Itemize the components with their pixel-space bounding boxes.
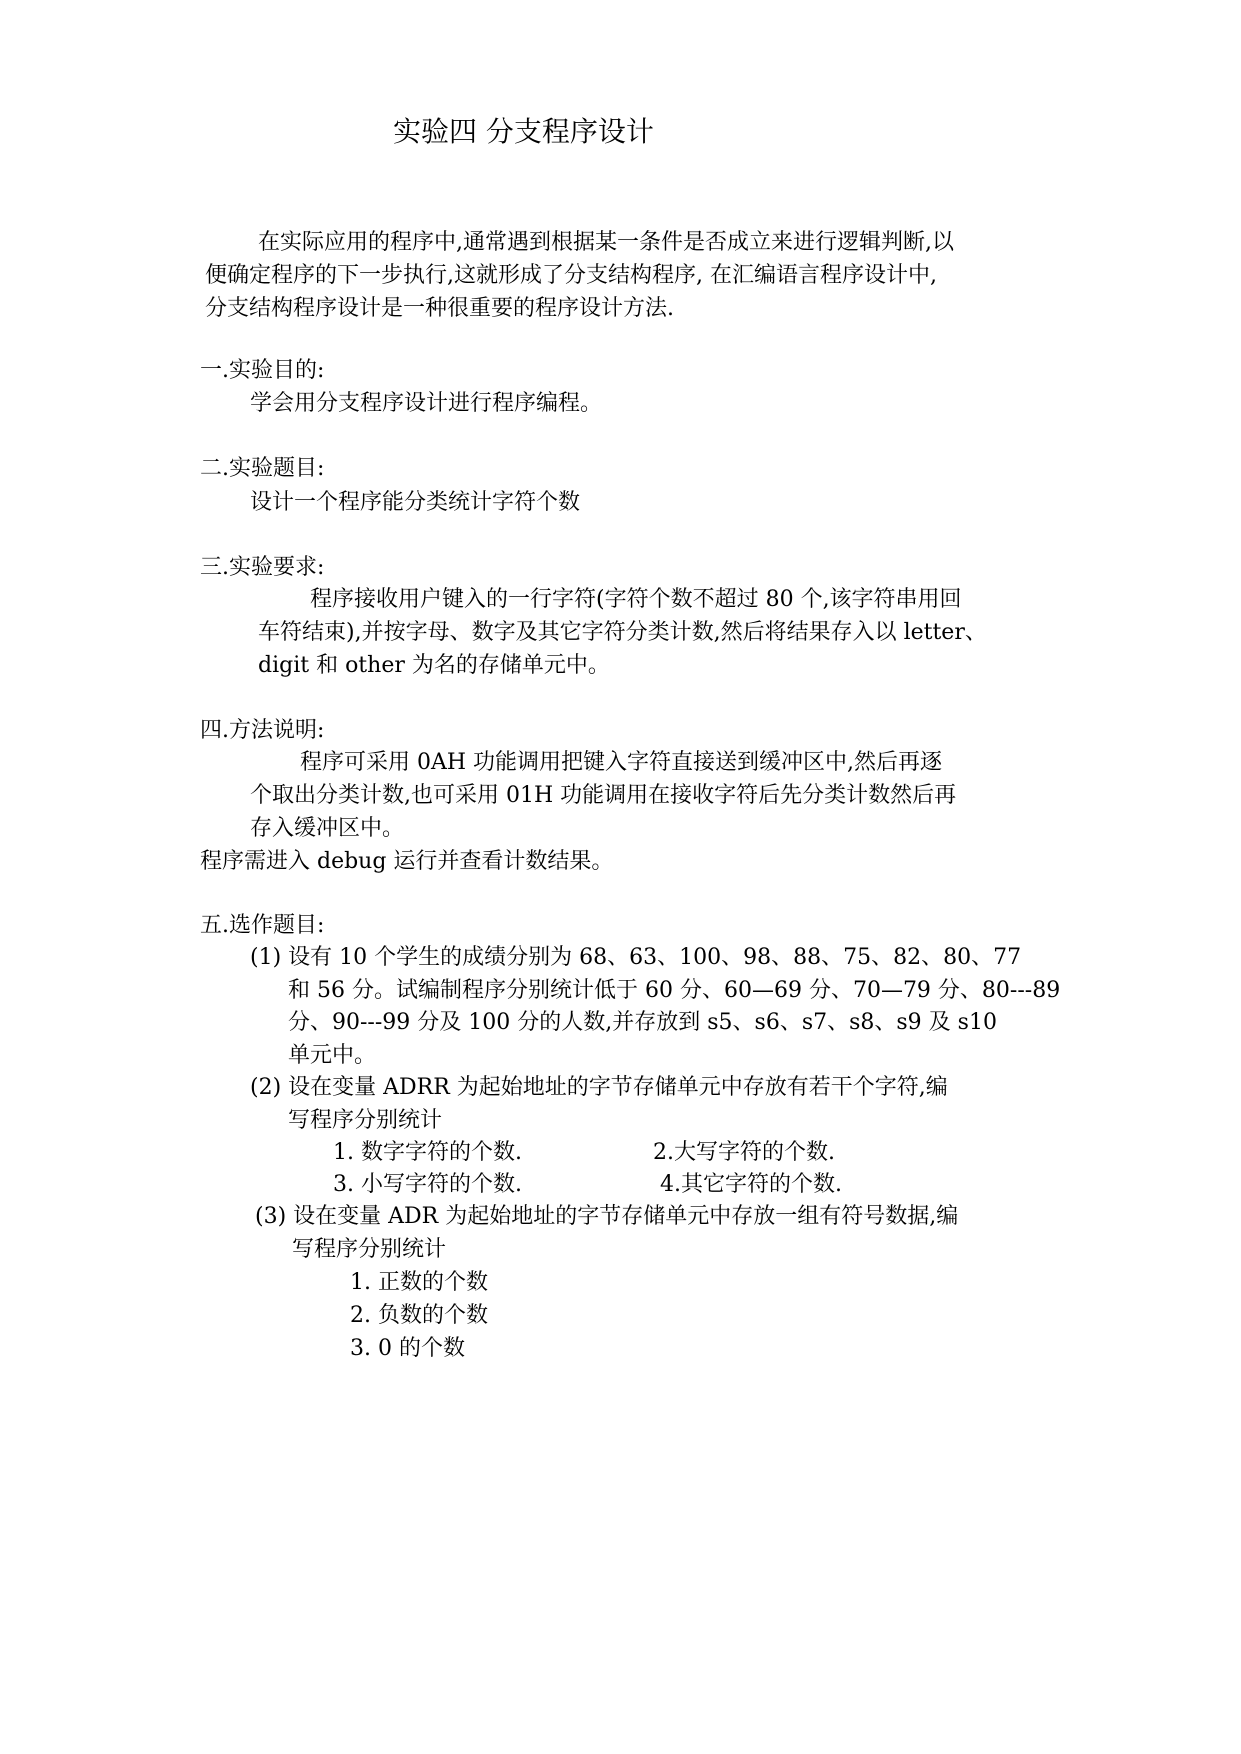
section-line: digit 和 other 为名的存储单元中。 <box>258 653 610 678</box>
question-line: 写程序分别统计 <box>288 1108 443 1133</box>
list-item: 2. 负数的个数 <box>350 1303 488 1328</box>
list-item: 3. 0 的个数 <box>350 1336 465 1361</box>
section-line: 车符结束),并按字母、数字及其它字符分类计数,然后将结果存入以 letter、 <box>258 620 987 645</box>
section-body: 设计一个程序能分类统计字符个数 <box>250 490 581 515</box>
question-line: (2) 设在变量 ADRR 为起始地址的字节存储单元中存放有若干个字符,编 <box>250 1075 948 1100</box>
question-line: (3) 设在变量 ADR 为起始地址的字节存储单元中存放一组有符号数据,编 <box>255 1204 959 1229</box>
question-line: 写程序分别统计 <box>292 1237 447 1262</box>
section-heading: 二.实验题目: <box>200 456 325 481</box>
section-body: 学会用分支程序设计进行程序编程。 <box>250 391 603 416</box>
intro-line: 便确定程序的下一步执行,这就形成了分支结构程序, 在汇编语言程序设计中, <box>205 263 937 288</box>
question-line: 分、90---99 分及 100 分的人数,并存放到 s5、s6、s7、s8、s9 及 s10 <box>288 1010 997 1035</box>
question-line: (1) 设有 10 个学生的成绩分别为 68、63、100、98、88、75、82、80、77 <box>250 945 1022 970</box>
list-item: 3. 小写字符的个数. <box>333 1172 522 1197</box>
intro-line: 分支结构程序设计是一种很重要的程序设计方法. <box>205 296 674 321</box>
section-heading: 一.实验目的: <box>200 358 325 383</box>
list-item: 4.其它字符的个数. <box>660 1172 842 1197</box>
document-title: 实验四 分支程序设计 <box>393 115 654 148</box>
section-heading: 四.方法说明: <box>200 718 325 743</box>
list-item: 1. 正数的个数 <box>350 1270 488 1295</box>
section-line: 程序接收用户键入的一行字符(字符个数不超过 80 个,该字符串用回 <box>310 587 962 612</box>
section-heading: 三.实验要求: <box>200 555 325 580</box>
question-line: 和 56 分。试编制程序分别统计低于 60 分、60—69 分、70—79 分、80---89 <box>288 978 1061 1003</box>
section-line: 程序可采用 0AH 功能调用把键入字符直接送到缓冲区中,然后再逐 <box>300 750 943 775</box>
section-line: 个取出分类计数,也可采用 01H 功能调用在接收字符后先分类计数然后再 <box>250 783 957 808</box>
list-item: 2.大写字符的个数. <box>653 1140 835 1165</box>
section-line: 存入缓冲区中。 <box>250 816 405 841</box>
intro-line: 在实际应用的程序中,通常遇到根据某一条件是否成立来进行逻辑判断,以 <box>258 230 954 255</box>
section-note: 程序需进入 debug 运行并查看计数结果。 <box>200 849 614 874</box>
list-item: 1. 数字字符的个数. <box>333 1140 522 1165</box>
section-heading: 五.选作题目: <box>200 913 325 938</box>
question-line: 单元中。 <box>288 1043 377 1068</box>
